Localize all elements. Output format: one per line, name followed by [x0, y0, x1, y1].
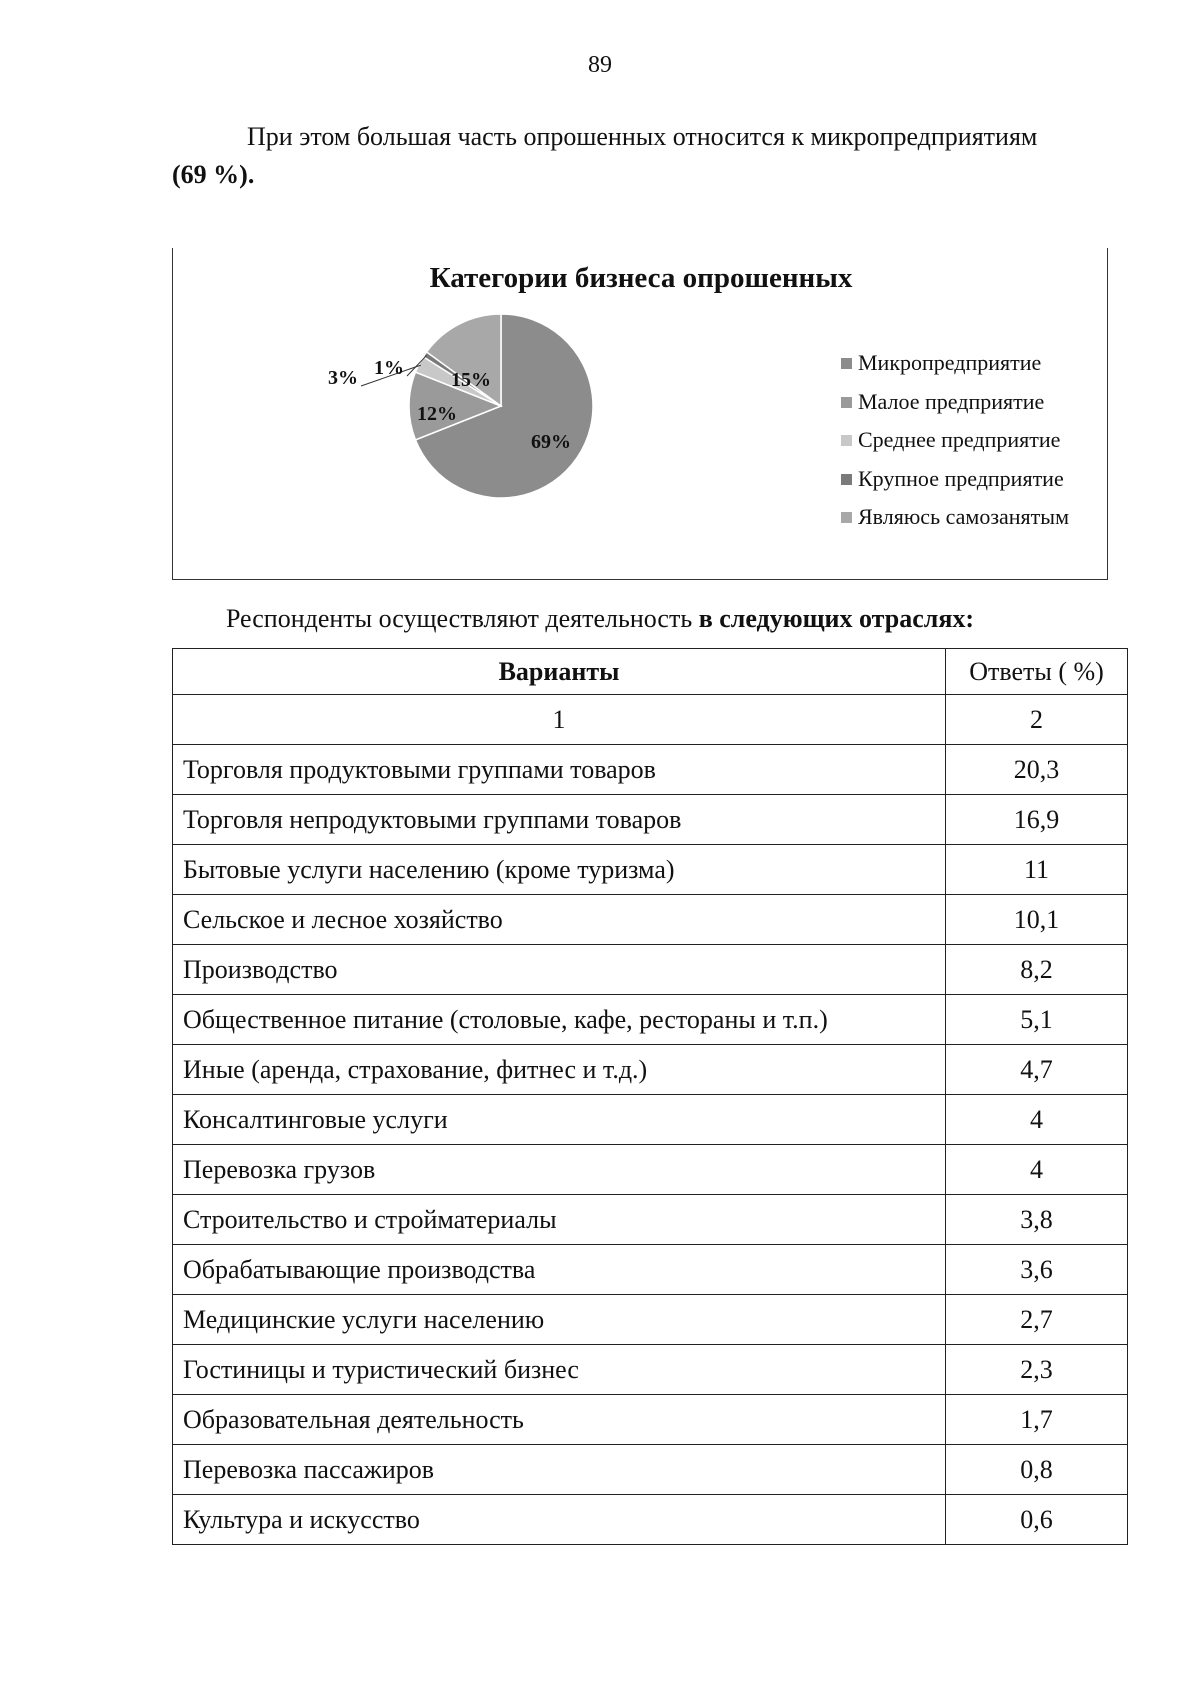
header-answers: Ответы ( %): [946, 649, 1128, 695]
legend-item: [841, 498, 1069, 537]
row-label: Гостиницы и туристический бизнес: [173, 1345, 946, 1395]
row-value: 2,7: [946, 1295, 1128, 1345]
legend-item: [841, 421, 1069, 460]
legend-swatch: [841, 397, 852, 408]
table-row: [173, 1495, 1128, 1545]
table-row: [173, 745, 1128, 795]
row-value: 0,6: [946, 1495, 1128, 1545]
row-label: Культура и искусство: [173, 1495, 946, 1545]
legend-label: Являюсь самозанятым: [858, 504, 1069, 529]
table-row: [173, 1095, 1128, 1145]
table-row: [173, 1045, 1128, 1095]
row-label: Перевозка грузов: [173, 1145, 946, 1195]
row-value: 1,7: [946, 1395, 1128, 1445]
chart-legend: [841, 344, 1069, 537]
row-label: Сельское и лесное хозяйство: [173, 895, 946, 945]
row-value: 10,1: [946, 895, 1128, 945]
table-row: [173, 1295, 1128, 1345]
table-row: [173, 1195, 1128, 1245]
chart-frame: [172, 248, 1108, 580]
numbering-cell-2: 2: [946, 695, 1128, 745]
numbering-cell-1: 1: [173, 695, 946, 745]
row-value: 4,7: [946, 1045, 1128, 1095]
row-label: Медицинские услуги населению: [173, 1295, 946, 1345]
table-row: [173, 845, 1128, 895]
row-label: Общественное питание (столовые, кафе, рестораны и т.п.): [173, 995, 946, 1045]
row-label: Торговля непродуктовыми группами товаров: [173, 795, 946, 845]
row-value: 16,9: [946, 795, 1128, 845]
legend-item: [841, 344, 1069, 383]
row-label: Консалтинговые услуги: [173, 1095, 946, 1145]
legend-item: [841, 383, 1069, 422]
legend-label: Среднее предприятие: [858, 427, 1061, 452]
row-value: 4: [946, 1145, 1128, 1195]
table-row: [173, 945, 1128, 995]
table-row: [173, 795, 1128, 845]
table-row: [173, 1395, 1128, 1445]
intro-text: При этом большая часть опрошенных относится к микропредприятиям: [247, 122, 1038, 151]
legend-label: Микропредприятие: [858, 350, 1042, 375]
industries-table: [172, 648, 1128, 1545]
row-value: 4: [946, 1095, 1128, 1145]
header-variants: Варианты: [173, 649, 946, 695]
table-row: [173, 1445, 1128, 1495]
row-value: 0,8: [946, 1445, 1128, 1495]
legend-swatch: [841, 512, 852, 523]
row-value: 3,6: [946, 1245, 1128, 1295]
slice-label: 69%: [531, 431, 571, 453]
row-label: Перевозка пассажиров: [173, 1445, 946, 1495]
row-value: 20,3: [946, 745, 1128, 795]
page-number: 89: [588, 52, 612, 78]
intro-paragraph: [172, 118, 1122, 194]
row-label: Образовательная деятельность: [173, 1395, 946, 1445]
legend-label: Крупное предприятие: [858, 465, 1064, 491]
slice-label: 3%: [328, 367, 358, 389]
row-label: Строительство и стройматериалы: [173, 1195, 946, 1245]
row-value: 3,8: [946, 1195, 1128, 1245]
slice-label: 1%: [374, 357, 404, 379]
table-header-row: [173, 649, 1128, 695]
table-row: [173, 1145, 1128, 1195]
chart-title: Категории бизнеса опрошенных: [429, 262, 853, 294]
table-caption: [0, 604, 1200, 634]
caption-bold: в следующих отраслях:: [698, 604, 975, 633]
legend-swatch: [841, 474, 852, 485]
row-label: Торговля продуктовыми группами товаров: [173, 745, 946, 795]
numbering-row: [173, 695, 1128, 745]
legend-item: [841, 460, 1069, 499]
caption-text: Респонденты осуществляют деятельность: [225, 604, 693, 633]
row-value: 2,3: [946, 1345, 1128, 1395]
row-label: Обрабатывающие производства: [173, 1245, 946, 1295]
table-row: [173, 895, 1128, 945]
slice-label: 12%: [417, 403, 457, 425]
table-row: [173, 1245, 1128, 1295]
table-row: [173, 1345, 1128, 1395]
row-label: Бытовые услуги населению (кроме туризма): [173, 845, 946, 895]
row-value: 8,2: [946, 945, 1128, 995]
legend-swatch: [841, 435, 852, 446]
table-row: [173, 995, 1128, 1045]
legend-label: Малое предприятие: [858, 388, 1045, 414]
intro-bold-value: (69 %).: [172, 160, 255, 189]
row-label: Иные (аренда, страхование, фитнес и т.д.): [173, 1045, 946, 1095]
legend-swatch: [841, 358, 852, 369]
row-value: 11: [946, 845, 1128, 895]
row-value: 5,1: [946, 995, 1128, 1045]
slice-label: 15%: [451, 369, 491, 391]
row-label: Производство: [173, 945, 946, 995]
